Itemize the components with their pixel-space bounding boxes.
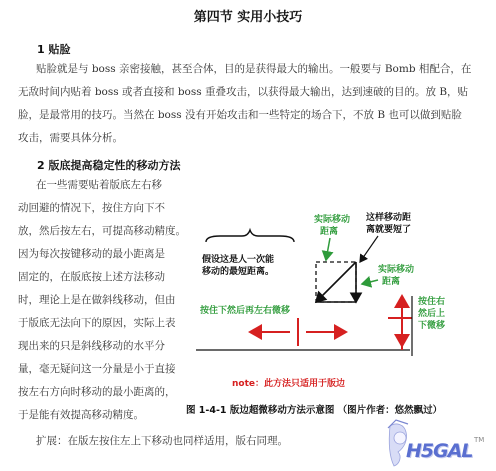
label-right-line1: 按住右 <box>418 297 446 307</box>
label-shortened-line2: 离就要短了 <box>366 225 412 235</box>
section-2-heading: 2 版底提高稳定性的移动方法 <box>37 159 181 172</box>
arrow-actual2 <box>362 280 378 284</box>
label-assume-line2: 移动的最短距离。 <box>202 267 275 277</box>
text-line: 固定的，在版底按上述方法移动 <box>18 271 165 283</box>
section-2-paragraph <box>18 174 186 427</box>
label-actual-line1: 实际移动 <box>314 215 351 225</box>
extension-note: 扩展：在版左按住左上下移动也同样适用，版右同理。 <box>36 435 288 447</box>
text-line: 因为每次按键移动的最小距离是 <box>18 248 165 260</box>
label-bottom-move: 按住下然后再左右微移 <box>200 306 291 316</box>
watermark-logo: H5GAL <box>406 440 473 462</box>
text-line: 在一些需要贴着版底左右移 <box>36 179 162 191</box>
section-1-heading: 1 贴脸 <box>37 43 71 56</box>
diagonal-arrow <box>316 262 356 302</box>
page-title: 第四节 实用小技巧 <box>193 10 303 25</box>
text-line: 于版底无法向下的原因，实际上表 <box>18 317 176 329</box>
figure-caption: 图 1-4-1 版边超微移动方法示意图 （图片作者：悠然飘过） <box>186 405 443 416</box>
note-text: note：此方法只适用于版边 <box>232 379 345 389</box>
movement-diagram <box>190 200 450 400</box>
text-line: 放，然后按左右，可提高移动精度。 <box>18 225 186 237</box>
watermark-tm: TM <box>474 436 485 444</box>
text-line: 量，毫无疑问这一分量是小于直接 <box>18 363 176 375</box>
text-line: 现出来的只是斜线移动的水平分 <box>18 340 165 352</box>
text-line: 贴脸就是与 boss 亲密接触，甚至合体，目的是获得最大的输出。一般要与 Bomb 相配合，在 <box>36 63 472 75</box>
label-assume-line1: 假设这是人一次能 <box>202 255 275 265</box>
section-1-paragraph <box>18 58 471 150</box>
label-actual2-line2: 距离 <box>382 277 401 287</box>
text-line: 按左右方向时移动的最小距离的， <box>18 386 176 398</box>
label-shortened-line1: 这样移动距 <box>366 213 412 223</box>
text-line: 于是能有效提高移动精度。 <box>18 409 144 421</box>
brace-shape <box>206 230 294 242</box>
text-line: 动回避的情况下，按住方向下不 <box>18 202 165 214</box>
label-right-line2: 然后上 <box>418 309 446 319</box>
label-right-line3: 下微移 <box>418 321 446 331</box>
text-line: 攻击，需要具体分析。 <box>18 132 123 144</box>
arrow-shortened <box>360 236 378 262</box>
text-line: 脸，是最常用的技巧。当然在 boss 没有开始攻击和一些特定的场合下，不放 B 也可以做到贴脸 <box>18 109 462 121</box>
label-actual-line2: 距离 <box>320 227 339 237</box>
text-line: 时，理论上是在做斜线移动，但由 <box>18 294 176 306</box>
arrow-actual <box>326 238 330 260</box>
text-line: 无敌时间内贴着 boss 或者直接和 boss 重叠攻击，以获得最大输出，达到速破的目的。放 B，贴 <box>18 86 469 98</box>
label-actual2-line1: 实际移动 <box>378 265 415 275</box>
